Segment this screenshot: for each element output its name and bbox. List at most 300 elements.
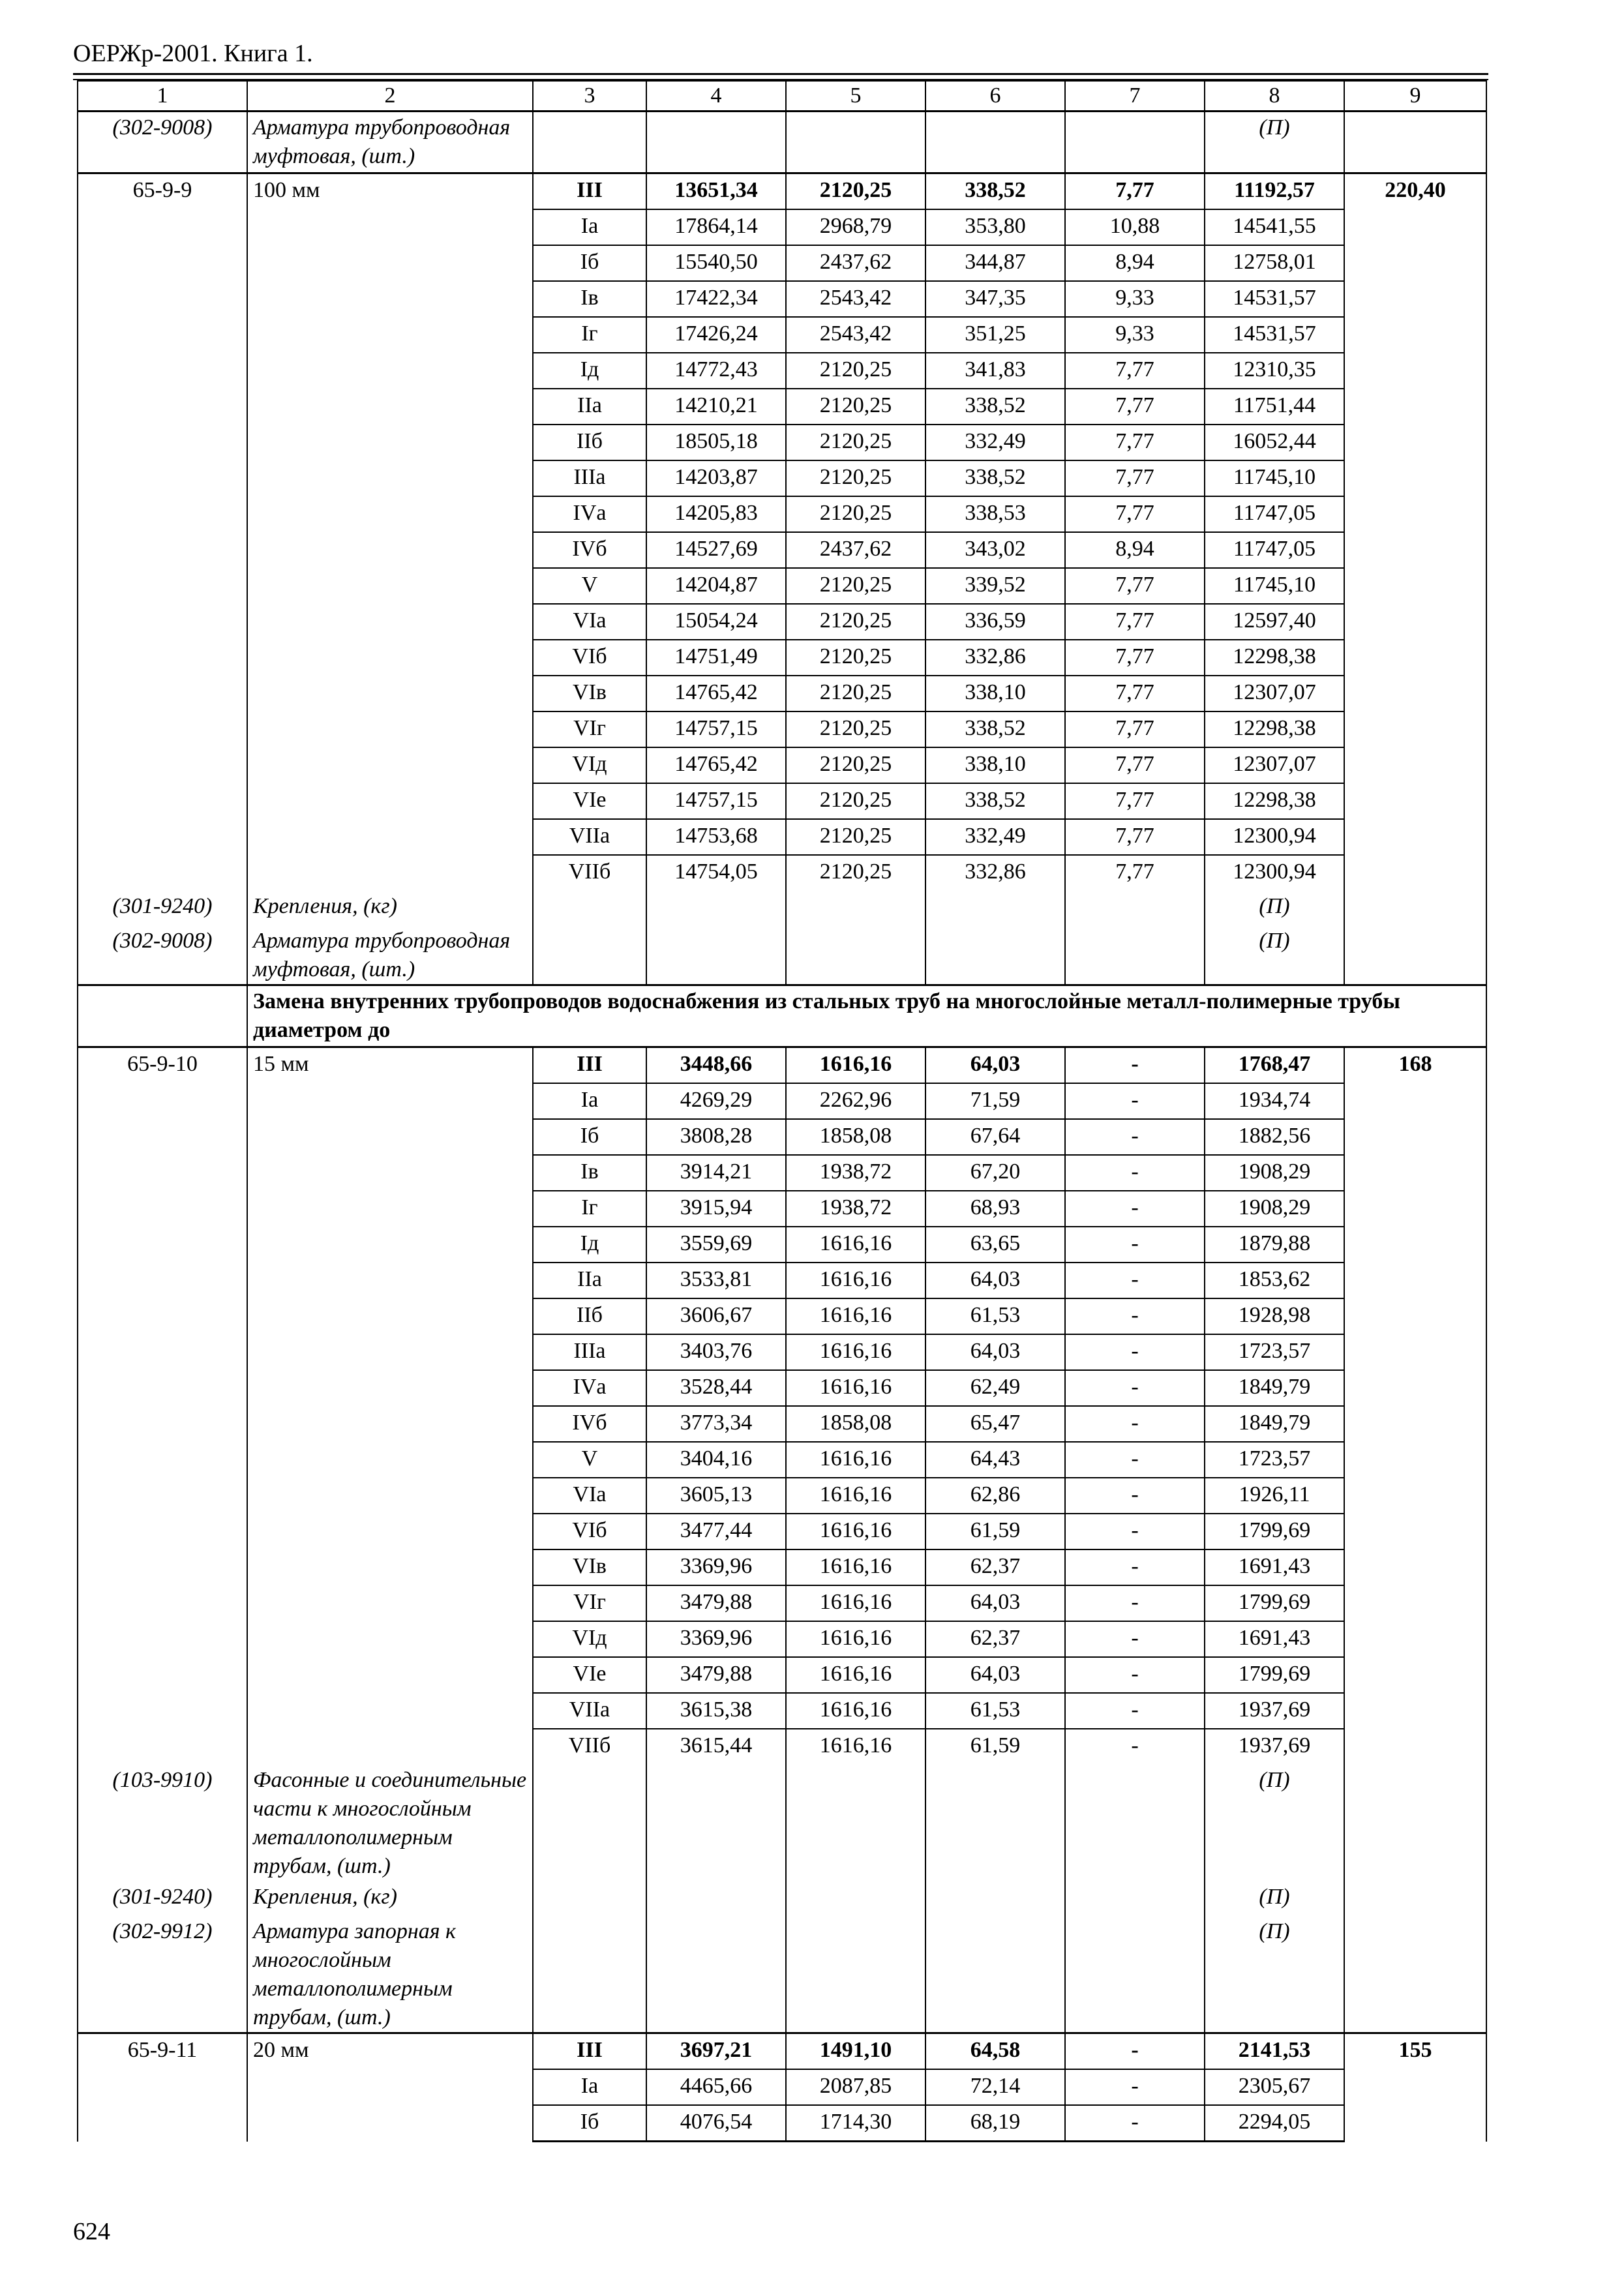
material-row bbox=[78, 890, 1486, 925]
value-cell: - bbox=[1065, 1334, 1205, 1370]
value-cell: - bbox=[1065, 1514, 1205, 1549]
price-table bbox=[77, 80, 1487, 2142]
value-cell: 62,86 bbox=[925, 1478, 1065, 1514]
value-cell: IVа bbox=[533, 496, 646, 532]
value-cell: 67,20 bbox=[925, 1155, 1065, 1191]
value-cell: 1799,69 bbox=[1205, 1514, 1344, 1549]
column-number: 3 bbox=[533, 81, 646, 112]
empty-cell bbox=[925, 1764, 1065, 1881]
value-cell: - bbox=[1065, 2033, 1205, 2070]
value-cell: VIб bbox=[533, 640, 646, 676]
value-cell: 8,94 bbox=[1065, 245, 1205, 281]
value-cell: 344,87 bbox=[925, 245, 1065, 281]
column-number: 9 bbox=[1344, 81, 1486, 112]
value-cell: 3915,94 bbox=[646, 1191, 786, 1227]
value-cell: IIIа bbox=[533, 1334, 646, 1370]
value-cell: 14765,42 bbox=[646, 676, 786, 711]
material-name: Арматура трубопроводная муфтовая, (шт.) bbox=[247, 925, 533, 985]
material-row bbox=[78, 112, 1486, 173]
value-cell: 7,77 bbox=[1065, 496, 1205, 532]
value-cell: 12758,01 bbox=[1205, 245, 1344, 281]
value-cell: 1616,16 bbox=[786, 1478, 925, 1514]
rate-code: 65-9-9 bbox=[78, 173, 247, 891]
value-cell: 1723,57 bbox=[1205, 1334, 1344, 1370]
value-cell: 67,64 bbox=[925, 1119, 1065, 1155]
value-cell: 1879,88 bbox=[1205, 1227, 1344, 1263]
value-cell: 2120,25 bbox=[786, 676, 925, 711]
value-cell: - bbox=[1065, 1155, 1205, 1191]
value-cell: VIIа bbox=[533, 819, 646, 855]
labor-cell: 220,40 bbox=[1344, 173, 1486, 891]
empty-cell bbox=[925, 890, 1065, 925]
value-cell: 2120,25 bbox=[786, 460, 925, 496]
value-cell: IIIа bbox=[533, 460, 646, 496]
empty-cell bbox=[1065, 890, 1205, 925]
value-cell: - bbox=[1065, 1478, 1205, 1514]
material-code: (103-9910) bbox=[78, 1764, 247, 1881]
value-cell: 14757,15 bbox=[646, 783, 786, 819]
value-cell: 7,77 bbox=[1065, 819, 1205, 855]
value-cell: - bbox=[1065, 1370, 1205, 1406]
value-cell: 338,10 bbox=[925, 747, 1065, 783]
rate-size: 15 мм bbox=[247, 1047, 533, 1765]
value-cell: 14531,57 bbox=[1205, 317, 1344, 353]
value-cell: IVа bbox=[533, 1370, 646, 1406]
value-cell: 338,52 bbox=[925, 711, 1065, 747]
material-code: (302-9008) bbox=[78, 925, 247, 985]
value-cell: 332,49 bbox=[925, 425, 1065, 460]
value-cell: 2437,62 bbox=[786, 245, 925, 281]
rate-size: 100 мм bbox=[247, 173, 533, 891]
value-cell: III bbox=[533, 1047, 646, 1084]
value-cell: Iб bbox=[533, 1119, 646, 1155]
value-cell: Iв bbox=[533, 281, 646, 317]
value-cell: 338,52 bbox=[925, 460, 1065, 496]
empty-cell bbox=[533, 112, 646, 173]
empty-cell bbox=[1065, 1881, 1205, 1915]
value-cell: IIб bbox=[533, 425, 646, 460]
page-number: 624 bbox=[73, 2218, 110, 2245]
value-cell: VIе bbox=[533, 783, 646, 819]
value-cell: 7,77 bbox=[1065, 747, 1205, 783]
value-cell: 2120,25 bbox=[786, 747, 925, 783]
value-cell: 64,03 bbox=[925, 1047, 1065, 1084]
value-cell: 2262,96 bbox=[786, 1083, 925, 1119]
value-cell: Iб bbox=[533, 245, 646, 281]
empty-cell bbox=[646, 925, 786, 985]
value-cell: 14203,87 bbox=[646, 460, 786, 496]
value-cell: - bbox=[1065, 1263, 1205, 1298]
value-cell: 3697,21 bbox=[646, 2033, 786, 2070]
empty-cell bbox=[533, 925, 646, 985]
value-cell: - bbox=[1065, 1119, 1205, 1155]
value-cell: 3479,88 bbox=[646, 1657, 786, 1693]
value-cell: 2120,25 bbox=[786, 496, 925, 532]
value-cell: 2305,67 bbox=[1205, 2069, 1344, 2105]
value-cell: 12298,38 bbox=[1205, 783, 1344, 819]
value-cell: 2294,05 bbox=[1205, 2105, 1344, 2142]
value-cell: Iг bbox=[533, 317, 646, 353]
material-row bbox=[78, 925, 1486, 985]
empty-cell bbox=[1344, 1881, 1486, 1915]
value-cell: III bbox=[533, 2033, 646, 2070]
value-cell: 61,53 bbox=[925, 1693, 1065, 1729]
empty-cell bbox=[533, 1764, 646, 1881]
value-cell: 14753,68 bbox=[646, 819, 786, 855]
value-cell: 7,77 bbox=[1065, 425, 1205, 460]
value-cell: VIа bbox=[533, 604, 646, 640]
value-cell: 1616,16 bbox=[786, 1227, 925, 1263]
value-cell: 3615,38 bbox=[646, 1693, 786, 1729]
material-code: (302-9912) bbox=[78, 1915, 247, 2033]
value-cell: 68,93 bbox=[925, 1191, 1065, 1227]
value-cell: 1858,08 bbox=[786, 1406, 925, 1442]
value-cell: 1723,57 bbox=[1205, 1442, 1344, 1478]
value-cell: - bbox=[1065, 2105, 1205, 2142]
value-cell: 1616,16 bbox=[786, 1514, 925, 1549]
empty-cell bbox=[646, 112, 786, 173]
value-cell: Iг bbox=[533, 1191, 646, 1227]
value-cell: Iа bbox=[533, 2069, 646, 2105]
column-number: 7 bbox=[1065, 81, 1205, 112]
value-cell: 13651,34 bbox=[646, 173, 786, 210]
value-cell: 2120,25 bbox=[786, 855, 925, 890]
material-row bbox=[78, 1881, 1486, 1915]
value-cell: 1616,16 bbox=[786, 1298, 925, 1334]
value-cell: V bbox=[533, 1442, 646, 1478]
value-cell: 64,58 bbox=[925, 2033, 1065, 2070]
material-row bbox=[78, 1764, 1486, 1881]
rate-row bbox=[78, 2033, 1486, 2070]
value-cell: 7,77 bbox=[1065, 389, 1205, 425]
value-cell: 351,25 bbox=[925, 317, 1065, 353]
column-number-row bbox=[78, 81, 1486, 112]
value-cell: 2120,25 bbox=[786, 604, 925, 640]
value-cell: 7,77 bbox=[1065, 173, 1205, 210]
value-cell: 14541,55 bbox=[1205, 209, 1344, 245]
value-cell: 2543,42 bbox=[786, 317, 925, 353]
empty-cell bbox=[1065, 1764, 1205, 1881]
value-cell: 1799,69 bbox=[1205, 1657, 1344, 1693]
value-cell: 1938,72 bbox=[786, 1191, 925, 1227]
material-name: Фасонные и соединительные части к многослойным металлополимерным трубам, (шт.) bbox=[247, 1764, 533, 1881]
value-cell: 3914,21 bbox=[646, 1155, 786, 1191]
value-cell: Iб bbox=[533, 2105, 646, 2142]
value-cell: 332,86 bbox=[925, 855, 1065, 890]
value-cell: 2141,53 bbox=[1205, 2033, 1344, 2070]
value-cell: 64,03 bbox=[925, 1334, 1065, 1370]
value-cell: VIв bbox=[533, 676, 646, 711]
empty-cell bbox=[786, 1881, 925, 1915]
value-cell: 3403,76 bbox=[646, 1334, 786, 1370]
value-cell: - bbox=[1065, 1621, 1205, 1657]
value-cell: 1768,47 bbox=[1205, 1047, 1344, 1084]
value-cell: IIб bbox=[533, 1298, 646, 1334]
value-cell: 3606,67 bbox=[646, 1298, 786, 1334]
value-cell: 1691,43 bbox=[1205, 1549, 1344, 1585]
value-cell: 12307,07 bbox=[1205, 747, 1344, 783]
material-flag: (П) bbox=[1205, 1915, 1344, 2033]
value-cell: 1616,16 bbox=[786, 1729, 925, 1764]
value-cell: 1616,16 bbox=[786, 1334, 925, 1370]
empty-cell bbox=[1344, 1764, 1486, 1881]
value-cell: 1849,79 bbox=[1205, 1406, 1344, 1442]
value-cell: 10,88 bbox=[1065, 209, 1205, 245]
value-cell: 61,53 bbox=[925, 1298, 1065, 1334]
value-cell: 4269,29 bbox=[646, 1083, 786, 1119]
material-row bbox=[78, 1915, 1486, 2033]
value-cell: 1853,62 bbox=[1205, 1263, 1344, 1298]
value-cell: 2120,25 bbox=[786, 389, 925, 425]
value-cell: 11745,10 bbox=[1205, 568, 1344, 604]
value-cell: VIд bbox=[533, 1621, 646, 1657]
value-cell: 1616,16 bbox=[786, 1263, 925, 1298]
empty-cell bbox=[1344, 925, 1486, 985]
value-cell: 62,37 bbox=[925, 1549, 1065, 1585]
value-cell: 12298,38 bbox=[1205, 711, 1344, 747]
empty-cell bbox=[533, 890, 646, 925]
material-code: (301-9240) bbox=[78, 890, 247, 925]
value-cell: 338,53 bbox=[925, 496, 1065, 532]
value-cell: - bbox=[1065, 1442, 1205, 1478]
column-number: 8 bbox=[1205, 81, 1344, 112]
material-flag: (П) bbox=[1205, 925, 1344, 985]
empty-cell bbox=[925, 1915, 1065, 2033]
empty-cell bbox=[1065, 112, 1205, 173]
value-cell: IIа bbox=[533, 389, 646, 425]
value-cell: 14765,42 bbox=[646, 747, 786, 783]
value-cell: - bbox=[1065, 1227, 1205, 1263]
value-cell: 14754,05 bbox=[646, 855, 786, 890]
value-cell: 3528,44 bbox=[646, 1370, 786, 1406]
value-cell: 347,35 bbox=[925, 281, 1065, 317]
value-cell: 2120,25 bbox=[786, 353, 925, 389]
value-cell: 7,77 bbox=[1065, 855, 1205, 890]
value-cell: IVб bbox=[533, 1406, 646, 1442]
value-cell: 338,52 bbox=[925, 389, 1065, 425]
value-cell: 3448,66 bbox=[646, 1047, 786, 1084]
value-cell: 3369,96 bbox=[646, 1621, 786, 1657]
material-name: Арматура запорная к многослойным металлополимерным трубам, (шт.) bbox=[247, 1915, 533, 2033]
value-cell: - bbox=[1065, 1083, 1205, 1119]
value-cell: 2087,85 bbox=[786, 2069, 925, 2105]
value-cell: 3808,28 bbox=[646, 1119, 786, 1155]
empty-cell bbox=[646, 1915, 786, 2033]
empty-cell bbox=[786, 112, 925, 173]
value-cell: 64,03 bbox=[925, 1657, 1065, 1693]
value-cell: 64,43 bbox=[925, 1442, 1065, 1478]
value-cell: 3479,88 bbox=[646, 1585, 786, 1621]
value-cell: VIв bbox=[533, 1549, 646, 1585]
value-cell: 12310,35 bbox=[1205, 353, 1344, 389]
value-cell: 14751,49 bbox=[646, 640, 786, 676]
value-cell: 353,80 bbox=[925, 209, 1065, 245]
material-flag: (П) bbox=[1205, 1764, 1344, 1881]
value-cell: 1616,16 bbox=[786, 1047, 925, 1084]
value-cell: 7,77 bbox=[1065, 353, 1205, 389]
value-cell: 2437,62 bbox=[786, 532, 925, 568]
value-cell: 61,59 bbox=[925, 1514, 1065, 1549]
value-cell: 64,03 bbox=[925, 1585, 1065, 1621]
value-cell: 341,83 bbox=[925, 353, 1065, 389]
value-cell: 12298,38 bbox=[1205, 640, 1344, 676]
column-number: 4 bbox=[646, 81, 786, 112]
value-cell: 3369,96 bbox=[646, 1549, 786, 1585]
value-cell: 1937,69 bbox=[1205, 1693, 1344, 1729]
value-cell: - bbox=[1065, 1657, 1205, 1693]
value-cell: - bbox=[1065, 1298, 1205, 1334]
value-cell: - bbox=[1065, 1549, 1205, 1585]
value-cell: 2120,25 bbox=[786, 711, 925, 747]
empty-cell bbox=[646, 1881, 786, 1915]
value-cell: 9,33 bbox=[1065, 317, 1205, 353]
value-cell: 68,19 bbox=[925, 2105, 1065, 2142]
empty-cell bbox=[78, 985, 247, 1047]
value-cell: 332,86 bbox=[925, 640, 1065, 676]
value-cell: 9,33 bbox=[1065, 281, 1205, 317]
value-cell: 11747,05 bbox=[1205, 496, 1344, 532]
material-flag: (П) bbox=[1205, 890, 1344, 925]
section-heading-row bbox=[78, 985, 1486, 1047]
value-cell: 3533,81 bbox=[646, 1263, 786, 1298]
value-cell: 2120,25 bbox=[786, 640, 925, 676]
value-cell: 2543,42 bbox=[786, 281, 925, 317]
column-number: 6 bbox=[925, 81, 1065, 112]
value-cell: 14527,69 bbox=[646, 532, 786, 568]
value-cell: VIб bbox=[533, 1514, 646, 1549]
value-cell: 1616,16 bbox=[786, 1657, 925, 1693]
value-cell: - bbox=[1065, 1406, 1205, 1442]
material-flag: (П) bbox=[1205, 112, 1344, 173]
column-number: 5 bbox=[786, 81, 925, 112]
value-cell: 12300,94 bbox=[1205, 819, 1344, 855]
rate-size: 20 мм bbox=[247, 2033, 533, 2142]
section-title: Замена внутренних трубопроводов водоснабжения из стальных труб на многослойные металл-полимерные трубы диаметром до bbox=[247, 985, 1486, 1047]
value-cell: 11747,05 bbox=[1205, 532, 1344, 568]
material-code: (301-9240) bbox=[78, 1881, 247, 1915]
empty-cell bbox=[1065, 1915, 1205, 2033]
value-cell: Iд bbox=[533, 1227, 646, 1263]
value-cell: 64,03 bbox=[925, 1263, 1065, 1298]
value-cell: VIIа bbox=[533, 1693, 646, 1729]
value-cell: 17422,34 bbox=[646, 281, 786, 317]
value-cell: 336,59 bbox=[925, 604, 1065, 640]
value-cell: 11751,44 bbox=[1205, 389, 1344, 425]
empty-cell bbox=[646, 1764, 786, 1881]
value-cell: 1849,79 bbox=[1205, 1370, 1344, 1406]
empty-cell bbox=[1344, 1915, 1486, 2033]
value-cell: 4465,66 bbox=[646, 2069, 786, 2105]
value-cell: VIа bbox=[533, 1478, 646, 1514]
material-code: (302-9008) bbox=[78, 112, 247, 173]
value-cell: 7,77 bbox=[1065, 676, 1205, 711]
value-cell: 332,49 bbox=[925, 819, 1065, 855]
material-name: Крепления, (кг) bbox=[247, 1881, 533, 1915]
value-cell: 11745,10 bbox=[1205, 460, 1344, 496]
value-cell: 65,47 bbox=[925, 1406, 1065, 1442]
value-cell: 1908,29 bbox=[1205, 1191, 1344, 1227]
value-cell: 1938,72 bbox=[786, 1155, 925, 1191]
value-cell: 62,49 bbox=[925, 1370, 1065, 1406]
value-cell: 2120,25 bbox=[786, 425, 925, 460]
value-cell: 8,94 bbox=[1065, 532, 1205, 568]
value-cell: 2120,25 bbox=[786, 783, 925, 819]
value-cell: VIд bbox=[533, 747, 646, 783]
value-cell: 338,52 bbox=[925, 783, 1065, 819]
material-name: Арматура трубопроводная муфтовая, (шт.) bbox=[247, 112, 533, 173]
empty-cell bbox=[786, 890, 925, 925]
value-cell: 1491,10 bbox=[786, 2033, 925, 2070]
material-flag: (П) bbox=[1205, 1881, 1344, 1915]
value-cell: 3404,16 bbox=[646, 1442, 786, 1478]
value-cell: 2968,79 bbox=[786, 209, 925, 245]
value-cell: 1616,16 bbox=[786, 1549, 925, 1585]
value-cell: VIе bbox=[533, 1657, 646, 1693]
empty-cell bbox=[925, 1881, 1065, 1915]
rate-row bbox=[78, 1047, 1486, 1084]
value-cell: 71,59 bbox=[925, 1083, 1065, 1119]
value-cell: VIIб bbox=[533, 855, 646, 890]
empty-cell bbox=[786, 1764, 925, 1881]
value-cell: 1616,16 bbox=[786, 1693, 925, 1729]
value-cell: 2120,25 bbox=[786, 568, 925, 604]
value-cell: V bbox=[533, 568, 646, 604]
empty-cell bbox=[533, 1881, 646, 1915]
value-cell: 1714,30 bbox=[786, 2105, 925, 2142]
running-header: ОЕРЖр-2001. Книга 1. bbox=[73, 40, 313, 67]
value-cell: 1928,98 bbox=[1205, 1298, 1344, 1334]
value-cell: 12307,07 bbox=[1205, 676, 1344, 711]
value-cell: - bbox=[1065, 1585, 1205, 1621]
value-cell: 14210,21 bbox=[646, 389, 786, 425]
value-cell: 339,52 bbox=[925, 568, 1065, 604]
value-cell: VIIб bbox=[533, 1729, 646, 1764]
material-name: Крепления, (кг) bbox=[247, 890, 533, 925]
empty-cell bbox=[1065, 925, 1205, 985]
value-cell: 14531,57 bbox=[1205, 281, 1344, 317]
value-cell: - bbox=[1065, 1693, 1205, 1729]
rate-code: 65-9-10 bbox=[78, 1047, 247, 1765]
empty-cell bbox=[646, 890, 786, 925]
value-cell: VIг bbox=[533, 711, 646, 747]
value-cell: 7,77 bbox=[1065, 783, 1205, 819]
value-cell: - bbox=[1065, 1047, 1205, 1084]
column-number: 2 bbox=[247, 81, 533, 112]
value-cell: 7,77 bbox=[1065, 460, 1205, 496]
value-cell: 2120,25 bbox=[786, 819, 925, 855]
labor-cell: 155 bbox=[1344, 2033, 1486, 2142]
value-cell: 14205,83 bbox=[646, 496, 786, 532]
header-rule bbox=[73, 73, 1488, 75]
value-cell: 63,65 bbox=[925, 1227, 1065, 1263]
value-cell: 338,52 bbox=[925, 173, 1065, 210]
value-cell: IVб bbox=[533, 532, 646, 568]
value-cell: 1937,69 bbox=[1205, 1729, 1344, 1764]
rate-row bbox=[78, 173, 1486, 210]
value-cell: Iа bbox=[533, 209, 646, 245]
value-cell: 1926,11 bbox=[1205, 1478, 1344, 1514]
value-cell: Iа bbox=[533, 1083, 646, 1119]
value-cell: 11192,57 bbox=[1205, 173, 1344, 210]
value-cell: 3605,13 bbox=[646, 1478, 786, 1514]
value-cell: 1616,16 bbox=[786, 1442, 925, 1478]
value-cell: IIа bbox=[533, 1263, 646, 1298]
value-cell: 14204,87 bbox=[646, 568, 786, 604]
value-cell: 14772,43 bbox=[646, 353, 786, 389]
value-cell: 7,77 bbox=[1065, 604, 1205, 640]
value-cell: 12300,94 bbox=[1205, 855, 1344, 890]
value-cell: VIг bbox=[533, 1585, 646, 1621]
